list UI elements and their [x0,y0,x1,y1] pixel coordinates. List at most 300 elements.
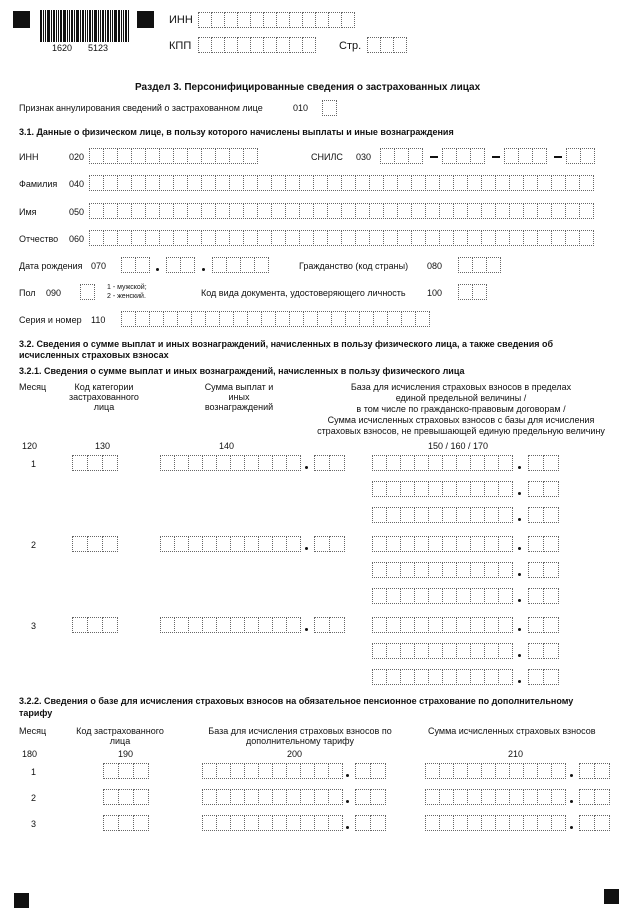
entry-cell[interactable] [87,536,103,552]
entry-cell[interactable] [372,669,387,685]
entry-cell[interactable] [428,562,443,578]
entry-cell[interactable] [458,257,473,273]
entry-cell[interactable] [345,311,360,327]
entry-cell[interactable] [355,230,370,246]
entry-cell[interactable] [188,617,203,633]
entry-cell[interactable] [370,815,386,831]
insured-code-field-row-2[interactable] [103,789,149,805]
entry-cell[interactable] [551,789,566,805]
entry-cell[interactable] [543,536,559,552]
header-kpp-field[interactable] [198,37,316,53]
person-inn-field[interactable] [89,148,258,164]
base-kopeck-field-row-1-line-2[interactable] [528,481,559,497]
entry-cell[interactable] [198,12,212,28]
entry-cell[interactable] [401,311,416,327]
entry-cell[interactable] [302,12,316,28]
entry-cell[interactable] [198,37,212,53]
entry-cell[interactable] [386,669,401,685]
entry-cell[interactable] [215,230,230,246]
entry-cell[interactable] [467,203,482,219]
entry-cell[interactable] [453,230,468,246]
entry-cell[interactable] [216,815,231,831]
base-kopeck-field-row-3-line-3[interactable] [528,669,559,685]
entry-cell[interactable] [89,175,104,191]
entry-cell[interactable] [205,311,220,327]
entry-cell[interactable] [233,311,248,327]
entry-cell[interactable] [400,617,415,633]
entry-cell[interactable] [313,203,328,219]
entry-cell[interactable] [174,536,189,552]
entry-cell[interactable] [272,455,287,471]
entry-cell[interactable] [341,175,356,191]
entry-cell[interactable] [458,284,473,300]
entry-cell[interactable] [495,203,510,219]
entry-cell[interactable] [442,148,457,164]
entry-cell[interactable] [244,617,259,633]
entry-cell[interactable] [121,311,136,327]
entry-cell[interactable] [543,507,559,523]
entry-cell[interactable] [257,175,272,191]
entry-cell[interactable] [131,175,146,191]
entry-cell[interactable] [286,536,301,552]
entry-cell[interactable] [271,230,286,246]
entry-cell[interactable] [314,536,330,552]
entry-cell[interactable] [188,455,203,471]
entry-cell[interactable] [498,643,513,659]
entry-cell[interactable] [439,175,454,191]
entry-cell[interactable] [103,763,119,779]
entry-cell[interactable] [250,37,264,53]
entry-cell[interactable] [72,617,88,633]
entry-cell[interactable] [289,37,303,53]
entry-cell[interactable] [543,455,559,471]
entry-cell[interactable] [117,148,132,164]
entry-cell[interactable] [314,763,329,779]
entry-cell[interactable] [414,588,429,604]
entry-cell[interactable] [202,536,217,552]
entry-cell[interactable] [442,507,457,523]
entry-cell[interactable] [442,643,457,659]
entry-cell[interactable] [439,203,454,219]
entry-cell[interactable] [202,815,217,831]
sex-field[interactable] [80,284,95,300]
category-field-row-1[interactable] [72,455,118,471]
entry-cell[interactable] [509,815,524,831]
sum-kopeck-field-row-3[interactable] [314,617,345,633]
entry-cell[interactable] [117,203,132,219]
entry-cell[interactable] [528,536,544,552]
entry-cell[interactable] [202,455,217,471]
entry-cell[interactable] [118,763,134,779]
entry-cell[interactable] [393,37,407,53]
entry-cell[interactable] [286,815,301,831]
entry-cell[interactable] [118,789,134,805]
entry-cell[interactable] [261,311,276,327]
birth-month-field[interactable] [166,257,195,273]
entry-cell[interactable] [276,37,290,53]
entry-cell[interactable] [470,481,485,497]
entry-cell[interactable] [428,643,443,659]
entry-cell[interactable] [211,37,225,53]
entry-cell[interactable] [272,789,287,805]
entry-cell[interactable] [89,230,104,246]
entry-cell[interactable] [369,175,384,191]
entry-cell[interactable] [495,230,510,246]
base-field-row-1-line-3[interactable] [372,507,513,523]
entry-cell[interactable] [415,311,430,327]
entry-cell[interactable] [166,257,181,273]
entry-cell[interactable] [230,815,245,831]
entry-cell[interactable] [470,536,485,552]
entry-cell[interactable] [160,455,175,471]
entry-cell[interactable] [528,669,544,685]
entry-cell[interactable] [425,175,440,191]
entry-cell[interactable] [498,588,513,604]
citizenship-field[interactable] [458,257,501,273]
entry-cell[interactable] [313,230,328,246]
entry-cell[interactable] [428,617,443,633]
entry-cell[interactable] [329,536,345,552]
entry-cell[interactable] [370,763,386,779]
entry-cell[interactable] [537,815,552,831]
entry-cell[interactable] [191,311,206,327]
entry-cell[interactable] [428,507,443,523]
entry-cell[interactable] [428,588,443,604]
entry-cell[interactable] [258,536,273,552]
entry-cell[interactable] [272,617,287,633]
base-field-row-2-line-3[interactable] [372,588,513,604]
entry-cell[interactable] [453,815,468,831]
entry-cell[interactable] [498,455,513,471]
add-sum-field-row-3[interactable] [425,815,566,831]
add-sum-field-row-1[interactable] [425,763,566,779]
entry-cell[interactable] [543,669,559,685]
add-sum-kopeck-field-row-1[interactable] [579,763,610,779]
add-sum-kopeck-field-row-2[interactable] [579,789,610,805]
entry-cell[interactable] [467,815,482,831]
entry-cell[interactable] [177,311,192,327]
entry-cell[interactable] [481,175,496,191]
entry-cell[interactable] [453,203,468,219]
entry-cell[interactable] [484,536,499,552]
entry-cell[interactable] [215,203,230,219]
entry-cell[interactable] [160,617,175,633]
entry-cell[interactable] [226,257,241,273]
entry-cell[interactable] [201,148,216,164]
entry-cell[interactable] [428,481,443,497]
entry-cell[interactable] [87,617,103,633]
entry-cell[interactable] [173,203,188,219]
entry-cell[interactable] [408,148,423,164]
entry-cell[interactable] [411,175,426,191]
entry-cell[interactable] [103,230,118,246]
add-base-field-row-3[interactable] [202,815,343,831]
entry-cell[interactable] [355,789,371,805]
entry-cell[interactable] [414,617,429,633]
surname-field[interactable] [89,175,594,191]
entry-cell[interactable] [145,203,160,219]
entry-cell[interactable] [327,175,342,191]
entry-cell[interactable] [103,815,119,831]
entry-cell[interactable] [243,175,258,191]
entry-cell[interactable] [523,175,538,191]
entry-cell[interactable] [495,789,510,805]
entry-cell[interactable] [258,617,273,633]
entry-cell[interactable] [314,617,330,633]
base-kopeck-field-row-2-line-3[interactable] [528,588,559,604]
entry-cell[interactable] [481,763,496,779]
entry-cell[interactable] [272,763,287,779]
entry-cell[interactable] [470,562,485,578]
entry-cell[interactable] [397,175,412,191]
entry-cell[interactable] [453,789,468,805]
entry-cell[interactable] [133,815,149,831]
entry-cell[interactable] [484,507,499,523]
entry-cell[interactable] [149,311,164,327]
entry-cell[interactable] [383,175,398,191]
entry-cell[interactable] [313,175,328,191]
base-field-row-3-line-3[interactable] [372,669,513,685]
entry-cell[interactable] [271,203,286,219]
entry-cell[interactable] [180,257,195,273]
entry-cell[interactable] [201,203,216,219]
entry-cell[interactable] [230,789,245,805]
entry-cell[interactable] [456,669,471,685]
entry-cell[interactable] [397,203,412,219]
entry-cell[interactable] [359,311,374,327]
entry-cell[interactable] [470,669,485,685]
entry-cell[interactable] [300,815,315,831]
entry-cell[interactable] [243,148,258,164]
entry-cell[interactable] [565,175,580,191]
entry-cell[interactable] [394,148,409,164]
entry-cell[interactable] [456,588,471,604]
entry-cell[interactable] [160,536,175,552]
entry-cell[interactable] [372,536,387,552]
entry-cell[interactable] [216,536,231,552]
entry-cell[interactable] [414,669,429,685]
entry-cell[interactable] [329,617,345,633]
entry-cell[interactable] [509,175,524,191]
sum-field-row-1[interactable] [160,455,301,471]
entry-cell[interactable] [509,789,524,805]
entry-cell[interactable] [442,536,457,552]
snils-field-part-3[interactable] [504,148,547,164]
entry-cell[interactable] [551,230,566,246]
entry-cell[interactable] [286,455,301,471]
entry-cell[interactable] [285,230,300,246]
cancel-sign-field[interactable] [322,100,337,116]
entry-cell[interactable] [425,815,440,831]
entry-cell[interactable] [224,12,238,28]
entry-cell[interactable] [272,815,287,831]
entry-cell[interactable] [145,148,160,164]
entry-cell[interactable] [237,12,251,28]
base-kopeck-field-row-2-line-2[interactable] [528,562,559,578]
entry-cell[interactable] [289,12,303,28]
entry-cell[interactable] [372,507,387,523]
entry-cell[interactable] [470,507,485,523]
entry-cell[interactable] [72,455,88,471]
entry-cell[interactable] [145,230,160,246]
entry-cell[interactable] [211,12,225,28]
entry-cell[interactable] [523,230,538,246]
entry-cell[interactable] [537,763,552,779]
entry-cell[interactable] [369,230,384,246]
entry-cell[interactable] [470,617,485,633]
add-sum-field-row-2[interactable] [425,789,566,805]
entry-cell[interactable] [467,789,482,805]
entry-cell[interactable] [131,203,146,219]
entry-cell[interactable] [299,203,314,219]
entry-cell[interactable] [322,100,337,116]
entry-cell[interactable] [543,481,559,497]
sum-field-row-3[interactable] [160,617,301,633]
entry-cell[interactable] [103,148,118,164]
entry-cell[interactable] [373,311,388,327]
entry-cell[interactable] [135,311,150,327]
entry-cell[interactable] [131,148,146,164]
entry-cell[interactable] [537,175,552,191]
entry-cell[interactable] [481,203,496,219]
entry-cell[interactable] [528,455,544,471]
entry-cell[interactable] [102,455,118,471]
entry-cell[interactable] [467,763,482,779]
entry-cell[interactable] [439,789,454,805]
entry-cell[interactable] [187,148,202,164]
entry-cell[interactable] [523,203,538,219]
entry-cell[interactable] [472,257,487,273]
entry-cell[interactable] [386,617,401,633]
entry-cell[interactable] [566,148,581,164]
entry-cell[interactable] [103,789,119,805]
entry-cell[interactable] [442,617,457,633]
entry-cell[interactable] [367,37,381,53]
base-kopeck-field-row-3-line-1[interactable] [528,617,559,633]
entry-cell[interactable] [224,37,238,53]
series-number-field[interactable] [121,311,430,327]
entry-cell[interactable] [528,617,544,633]
entry-cell[interactable] [372,617,387,633]
entry-cell[interactable] [456,562,471,578]
entry-cell[interactable] [442,455,457,471]
entry-cell[interactable] [386,481,401,497]
entry-cell[interactable] [509,230,524,246]
sum-kopeck-field-row-2[interactable] [314,536,345,552]
entry-cell[interactable] [87,455,103,471]
entry-cell[interactable] [442,562,457,578]
entry-cell[interactable] [271,175,286,191]
entry-cell[interactable] [173,175,188,191]
entry-cell[interactable] [216,763,231,779]
entry-cell[interactable] [327,203,342,219]
entry-cell[interactable] [202,789,217,805]
entry-cell[interactable] [328,815,343,831]
base-kopeck-field-row-1-line-1[interactable] [528,455,559,471]
entry-cell[interactable] [243,230,258,246]
entry-cell[interactable] [372,562,387,578]
entry-cell[interactable] [481,230,496,246]
entry-cell[interactable] [528,643,544,659]
entry-cell[interactable] [528,588,544,604]
entry-cell[interactable] [216,617,231,633]
entry-cell[interactable] [470,148,485,164]
entry-cell[interactable] [509,203,524,219]
entry-cell[interactable] [498,617,513,633]
snils-field-part-2[interactable] [442,148,485,164]
entry-cell[interactable] [456,643,471,659]
entry-cell[interactable] [551,203,566,219]
entry-cell[interactable] [370,789,386,805]
entry-cell[interactable] [329,455,345,471]
entry-cell[interactable] [400,643,415,659]
entry-cell[interactable] [341,12,355,28]
entry-cell[interactable] [439,230,454,246]
entry-cell[interactable] [400,481,415,497]
entry-cell[interactable] [484,669,499,685]
entry-cell[interactable] [314,815,329,831]
entry-cell[interactable] [230,617,245,633]
entry-cell[interactable] [498,481,513,497]
entry-cell[interactable] [414,481,429,497]
entry-cell[interactable] [135,257,150,273]
entry-cell[interactable] [341,230,356,246]
entry-cell[interactable] [299,175,314,191]
entry-cell[interactable] [400,669,415,685]
base-field-row-1-line-1[interactable] [372,455,513,471]
entry-cell[interactable] [498,507,513,523]
entry-cell[interactable] [240,257,255,273]
entry-cell[interactable] [276,12,290,28]
entry-cell[interactable] [414,562,429,578]
entry-cell[interactable] [237,37,251,53]
entry-cell[interactable] [244,536,259,552]
entry-cell[interactable] [216,455,231,471]
entry-cell[interactable] [523,789,538,805]
entry-cell[interactable] [425,789,440,805]
sum-field-row-2[interactable] [160,536,301,552]
entry-cell[interactable] [187,203,202,219]
entry-cell[interactable] [369,203,384,219]
entry-cell[interactable] [456,455,471,471]
entry-cell[interactable] [579,203,594,219]
entry-cell[interactable] [442,669,457,685]
birth-year-field[interactable] [212,257,269,273]
entry-cell[interactable] [528,562,544,578]
name-field[interactable] [89,203,594,219]
entry-cell[interactable] [400,562,415,578]
entry-cell[interactable] [285,203,300,219]
entry-cell[interactable] [118,815,134,831]
entry-cell[interactable] [216,789,231,805]
entry-cell[interactable] [243,203,258,219]
entry-cell[interactable] [159,203,174,219]
base-kopeck-field-row-3-line-2[interactable] [528,643,559,659]
entry-cell[interactable] [331,311,346,327]
entry-cell[interactable] [414,536,429,552]
sum-kopeck-field-row-1[interactable] [314,455,345,471]
entry-cell[interactable] [428,669,443,685]
entry-cell[interactable] [254,257,269,273]
entry-cell[interactable] [327,230,342,246]
entry-cell[interactable] [289,311,304,327]
entry-cell[interactable] [263,37,277,53]
entry-cell[interactable] [498,669,513,685]
entry-cell[interactable] [244,815,259,831]
entry-cell[interactable] [117,230,132,246]
entry-cell[interactable] [103,203,118,219]
entry-cell[interactable] [453,763,468,779]
